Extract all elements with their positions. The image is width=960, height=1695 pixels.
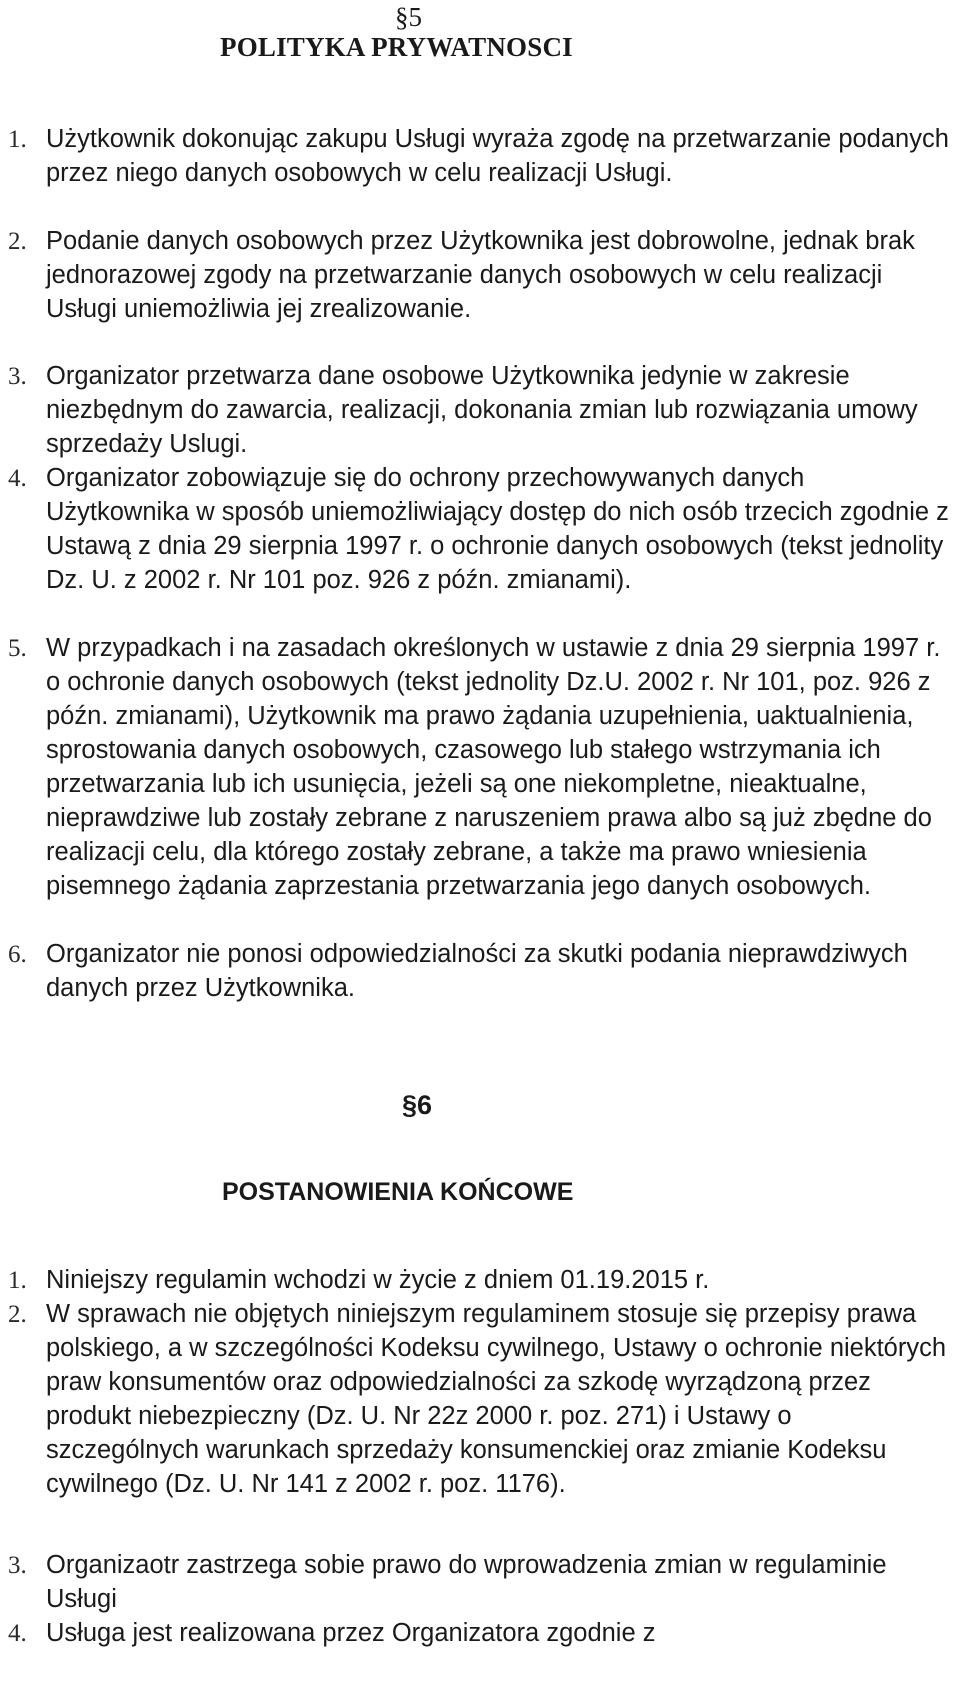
- section-6-number: §6: [402, 1090, 433, 1120]
- item-number: 3.: [8, 363, 27, 390]
- item-text: W przypadkach i na zasadach określonych w ustawie z dnia 29 sierpnia 1997 r. o ochronie danych osobowych (tekst jednolity Dz.U. 2002 r. Nr 101, poz. 926 z późn. zmianami), Użytkownik ma prawo żądania uzupełnienia, uaktualnienia, sprostowania danych osobowych, czasowego lub stałego wstrzymania ich przetwarzania lub ich usunięcia, jeżeli są one niekompletne, nieaktualne, nieprawdziwe lub zostały zebrane z naruszeniem prawa albo są już zbędne do realizacji celu, dla którego zostały zebrane, a także ma prawo wniesienia pisemnego żądania zaprzestania przetwarzania jego danych osobowych.: [46, 634, 941, 900]
- section-5-title: POLITYKA PRYWATNOSCI: [220, 32, 573, 62]
- item-text: Podanie danych osobowych przez Użytkownika jest dobrowolne, jednak brak jednorazowej zgody na przetwarzanie danych osobowych w celu realizacji Usługi uniemożliwia jej zrealizowanie.: [46, 227, 915, 323]
- item-text: Organizator zobowiązuje się do ochrony przechowywanych danych Użytkownika w sposób uniemożliwiający dostęp do nich osób trzecich zgodnie z Ustawą z dnia 29 sierpnia 1997 r. o ochronie danych osobowych (tekst jednolity Dz. U. z 2002 r. Nr 101 poz. 926 z późn. zmianami).: [46, 464, 949, 594]
- item-number: 4.: [8, 465, 27, 492]
- item-text: Organizator nie ponosi odpowiedzialności za skutki podania nieprawdziwych danych przez Użytkownika.: [46, 940, 908, 1002]
- item-text: Użytkownik dokonując zakupu Usługi wyraża zgodę na przetwarzanie podanych przez niego danych osobowych w celu realizacji Usługi.: [46, 125, 949, 187]
- item-text: Usługa jest realizowana przez Organizatora zgodnie z: [46, 1619, 656, 1647]
- item-text: Niniejszy regulamin wchodzi w życie z dniem 01.19.2015 r.: [46, 1266, 710, 1294]
- item-number: 4.: [8, 1620, 27, 1647]
- item-number: 6.: [8, 941, 27, 968]
- item-number: 2.: [8, 1301, 27, 1328]
- item-number: 1.: [8, 126, 27, 153]
- section-5-number: §5: [395, 2, 422, 32]
- item-text: Organizaotr zastrzega sobie prawo do wprowadzenia zmian w regulaminie Usługi: [46, 1551, 887, 1613]
- item-text: W sprawach nie objętych niniejszym regulaminem stosuje się przepisy prawa polskiego, a w szczególności Kodeksu cywilnego, Ustawy o ochronie niektórych praw konsumentów oraz odpowiedzialności za szkodę wyrządzoną przez produkt niebezpieczny (Dz. U. Nr 22z 2000 r. poz. 271) i Ustawy o szczególnych warunkach sprzedaży konsumenckiej oraz zmianie Kodeksu cywilnego (Dz. U. Nr 141 z 2002 r. poz. 1176).: [46, 1300, 947, 1498]
- item-number: 1.: [8, 1267, 27, 1294]
- item-number: 2.: [8, 228, 27, 255]
- section-6-title: POSTANOWIENIA KOŃCOWE: [222, 1178, 574, 1206]
- item-number: 3.: [8, 1552, 27, 1579]
- item-text: Organizator przetwarza dane osobowe Użytkownika jedynie w zakresie niezbędnym do zawarcia, realizacji, dokonania zmian lub rozwiązania umowy sprzedaży Uslugi.: [46, 362, 918, 458]
- item-number: 5.: [8, 635, 27, 662]
